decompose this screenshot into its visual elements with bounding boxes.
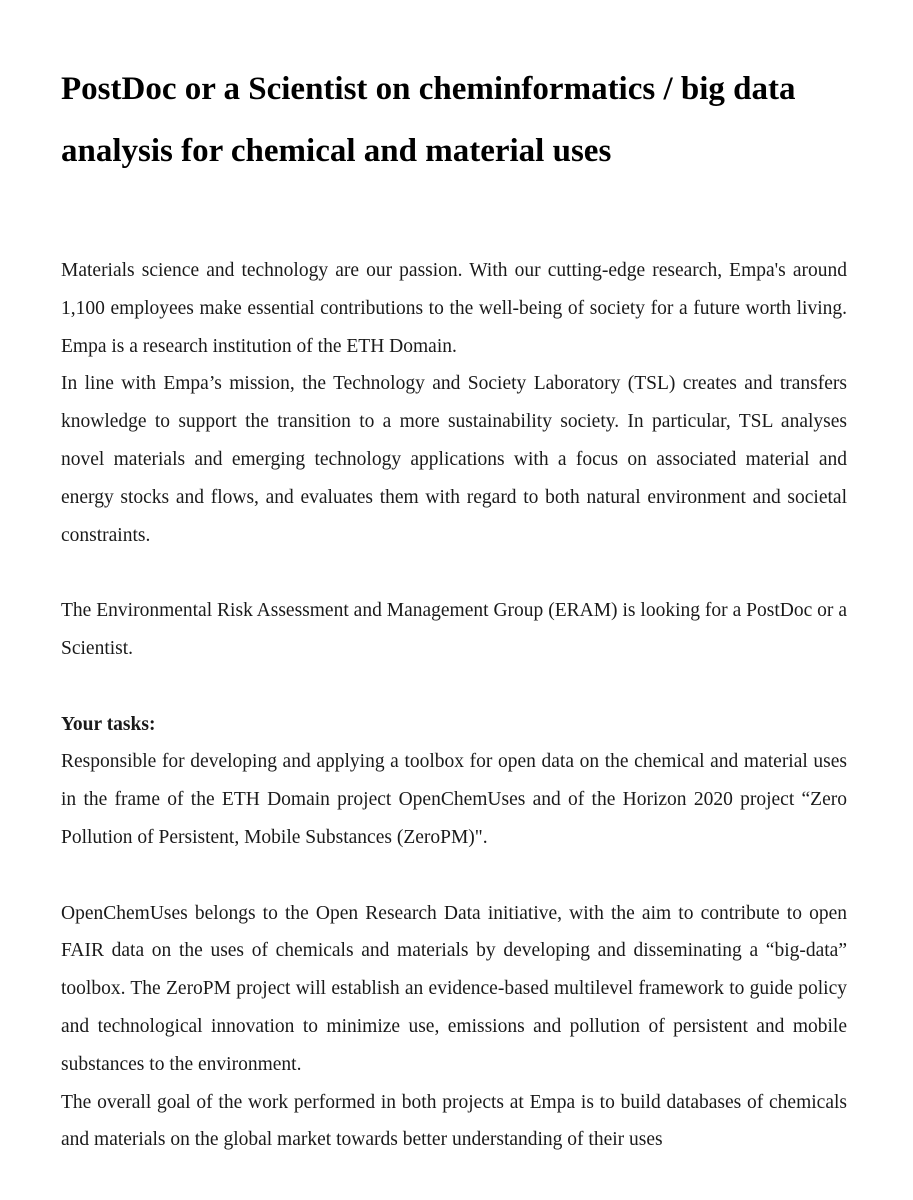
document-body xyxy=(61,252,847,1159)
goal-paragraph: The overall goal of the work performed in both projects at Empa is to build databases of chemicals and materials on the global market towards better understanding of their uses xyxy=(61,1091,847,1151)
paragraph-spacer xyxy=(61,554,847,592)
paragraph-spacer xyxy=(61,857,847,895)
intro-paragraph-1: Materials science and technology are our passion. With our cutting-edge research, Empa's around 1,100 employees make essential contributions to the well-being of society for a future worth living. Empa is a research institution of the ETH Domain. xyxy=(61,260,847,357)
projects-paragraph: OpenChemUses belongs to the Open Research Data initiative, with the aim to contribute to open FAIR data on the uses of chemicals and materials by developing and disseminating a “big-data” toolbox. The ZeroPM project will establish an evidence-based multilevel framework to guide policy and technological innovation to minimize use, emissions and pollution of persistent and mobile substances to the environment. xyxy=(61,902,847,1075)
tasks-heading: Your tasks: xyxy=(61,713,156,735)
group-statement-paragraph: The Environmental Risk Assessment and Management Group (ERAM) is looking for a PostDoc or a Scientist. xyxy=(61,600,847,659)
page-title: PostDoc or a Scientist on cheminformatics / big data analysis for chemical and material uses xyxy=(61,71,796,169)
paragraph-spacer xyxy=(61,668,847,706)
document-page xyxy=(61,58,847,1159)
intro-paragraph-2: In line with Empa’s mission, the Technology and Society Laboratory (TSL) creates and transfers knowledge to support the transition to a more sustainability society. In particular, TSL analyses novel materials and emerging technology applications with a focus on associated material and energy stocks and flows, and evaluates them with regard to both natural environment and societal constraints. xyxy=(61,373,847,546)
tasks-paragraph: Responsible for developing and applying a toolbox for open data on the chemical and material uses in the frame of the ETH Domain project OpenChemUses and of the Horizon 2020 project “Zero Pollution of Persistent, Mobile Substances (ZeroPM)". xyxy=(61,751,847,848)
